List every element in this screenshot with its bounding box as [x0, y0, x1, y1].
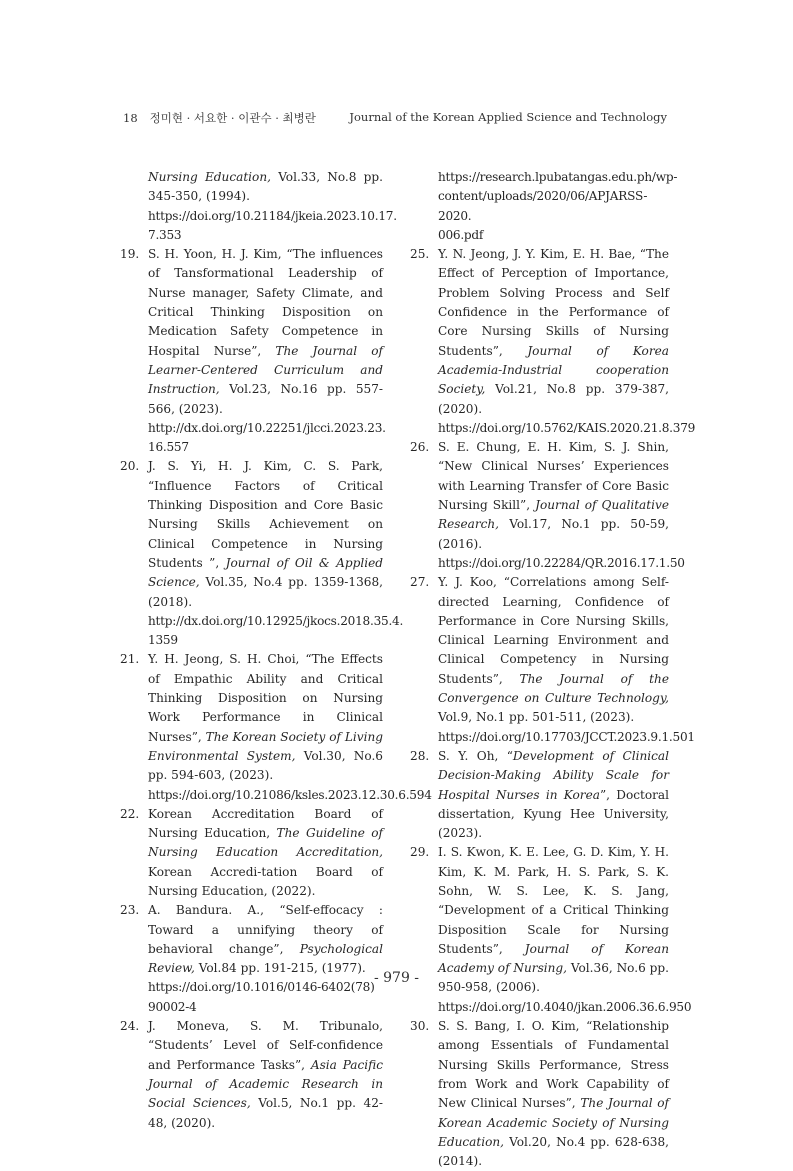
reference-doi-link-cont[interactable]: 1359: [148, 633, 178, 648]
header-page-number: 18: [123, 111, 138, 125]
reference-number: 27.: [410, 575, 430, 590]
reference-text: J. S. Yi, H. J. Kim, C. S. Park, “Influence Factors of Critical Thinking Disposition and Core Basic Nursing Skills Achievement on Clinical Competence in Nursing Students ”,: [148, 459, 383, 570]
reference-number: 24.: [120, 1019, 140, 1034]
reference-journal: The Journal of Learner-Centered Curriculum and Instruction,: [148, 343, 384, 397]
reference-doi-link-cont[interactable]: 90002-4: [148, 999, 197, 1014]
reference-details: Vol.23, No.16 pp. 557-566, (2023).: [148, 382, 383, 416]
header-journal-title: Journal of the Korean Applied Science and Technology: [349, 110, 667, 124]
reference-text: Y. H. Jeong, S. H. Choi, “The Effects of Empathic Ability and Critical Thinking Disposition on Nursing Work Performance in Clinical Nurses”,: [148, 652, 383, 744]
reference-continuation: [120, 168, 397, 245]
reference-url[interactable]: https://research.lpubatangas.edu.ph/wp-: [438, 170, 678, 184]
reference-details: Korean Accredi-tation Board of Nursing Education, (2022).: [148, 864, 383, 898]
reference-text: S. Y. Oh, “: [438, 748, 513, 763]
reference-details: Vol.17, No.1 pp. 50-59, (2016).: [438, 517, 669, 551]
reference-20: [120, 457, 404, 650]
reference-doi-link-cont[interactable]: 16.557: [148, 440, 189, 455]
reference-continuation: [410, 168, 678, 245]
reference-url-cont[interactable]: 006.pdf: [438, 227, 484, 242]
reference-doi-link[interactable]: https://doi.org/10.4040/jkan.2006.36.6.950: [438, 999, 692, 1014]
reference-30: [410, 1017, 669, 1171]
header-authors: 정미현 · 서요한 · 이관수 · 최병란: [149, 111, 316, 125]
reference-journal: Journal of Korean Academy of Nursing,: [438, 941, 669, 976]
reference-26: [410, 438, 685, 573]
reference-number: 21.: [120, 652, 140, 667]
reference-url-cont[interactable]: content/uploads/2020/06/APJARSS-2020.: [438, 189, 648, 223]
reference-journal: Psychological Review,: [148, 941, 383, 976]
reference-journal: Nursing Education,: [148, 170, 271, 184]
reference-number: 30.: [410, 1019, 430, 1034]
reference-journal: The Korean Society of Living Environmental System,: [148, 729, 383, 763]
reference-text: Korean Accreditation Board of Nursing Education,: [148, 806, 383, 841]
references-right-column: [410, 168, 696, 1171]
reference-number: 28.: [410, 748, 430, 763]
reference-text: J. Moneva, S. M. Tribunalo, “Students’ Level of Self-confidence and Performance Tasks”,: [148, 1019, 383, 1072]
reference-journal: Journal of Qualitative Research,: [438, 498, 669, 532]
reference-23: [120, 901, 383, 1017]
reference-doi-link[interactable]: https://doi.org/10.5762/KAIS.2020.21.8.379: [438, 420, 696, 435]
reference-text: S. S. Bang, I. O. Kim, “Relationship among Essentials of Fundamental Nursing Skills Performance, Stress from Work and Work Capability of New Clinical Nurses”,: [438, 1019, 669, 1111]
header-left: [123, 110, 316, 126]
reference-number: 23.: [120, 903, 140, 918]
reference-details: Vol.5, No.1 pp. 42-48, (2020).: [148, 1096, 383, 1130]
reference-text: S. H. Yoon, H. J. Kim, “The influences of Tansformational Leadership of Nurse manager, Safety Climate, and Critical Thinking Disposition on Medication Safety Competence in Hospital Nurse”,: [148, 247, 383, 358]
reference-number: 29.: [410, 845, 430, 860]
reference-number: 26.: [410, 440, 430, 455]
reference-journal: Journal of Korea Academia-Industrial cooperation Society,: [438, 343, 669, 397]
reference-details: Vol.84 pp. 191-215, (1977).: [194, 961, 366, 976]
reference-journal: The Guideline of Nursing Education Accreditation,: [148, 826, 383, 860]
reference-22: [120, 805, 383, 901]
reference-details: ”, Doctoral dissertation, Kyung Hee University, (2023).: [438, 787, 669, 841]
reference-title: Development of Clinical Decision-Making Ability Scale for Hospital Nurses in Korea: [438, 748, 669, 802]
reference-27: [410, 573, 695, 747]
reference-text: I. S. Kwon, K. E. Lee, G. D. Kim, Y. H. Kim, K. M. Park, H. S. Park, S. K. Sohn, W. S. Lee, K. S. Jang, “Development of a Critical Thinking Disposition Scale for Nursing Students”,: [438, 845, 669, 956]
reference-number: 20.: [120, 459, 140, 474]
reference-text: A. Bandura. A., “Self-effocacy : Toward a unnifying theory of behavioral change”,: [148, 903, 383, 956]
reference-number: 25.: [410, 247, 430, 262]
reference-journal: Journal of Oil & Applied Science,: [148, 555, 383, 590]
reference-number: 22.: [120, 806, 140, 821]
running-header: [123, 110, 667, 128]
reference-details: Vol.33, No.8 pp. 345-350, (1994).: [148, 170, 383, 204]
reference-details: Vol.21, No.8 pp. 379-387, (2020).: [438, 382, 669, 416]
reference-24: [120, 1017, 383, 1133]
reference-details: Vol.30, No.6 pp. 594-603, (2023).: [148, 748, 383, 783]
reference-19: [120, 245, 386, 457]
reference-journal: The Journal of the Convergence on Culture Technology,: [438, 671, 669, 706]
page-footer-number: - 979 -: [373, 970, 420, 986]
reference-journal: Asia Pacific Journal of Academic Research in Social Sciences,: [148, 1057, 383, 1111]
reference-doi-link[interactable]: https://doi.org/10.22284/QR.2016.17.1.50: [438, 555, 685, 570]
reference-doi-link[interactable]: http://dx.doi.org/10.22251/jlcci.2023.23.: [148, 420, 386, 435]
reference-25: [410, 245, 696, 438]
reference-doi-link[interactable]: https://doi.org/10.17703/JCCT.2023.9.1.501: [438, 729, 695, 744]
reference-doi-link[interactable]: https://doi.org/10.21086/ksles.2023.12.30.6.594: [148, 787, 432, 802]
reference-text: S. E. Chung, E. H. Kim, S. J. Shin, “New Clinical Nurses’ Experiences with Learning Transfer of Core Basic Nursing Skill”,: [438, 440, 669, 513]
reference-details: Vol.9, No.1 pp. 501-511, (2023).: [438, 710, 635, 725]
reference-details: Vol.36, No.6 pp. 950-958, (2006).: [438, 961, 669, 995]
reference-text: Y. N. Jeong, J. Y. Kim, E. H. Bae, “The Effect of Perception of Importance, Problem Solving Process and Self Confidence in the Performance of Core Nursing Skills of Nursing Students”,: [438, 247, 669, 358]
reference-journal: The Journal of Korean Academic Society of Nursing Education,: [438, 1096, 669, 1149]
reference-29: [410, 843, 692, 1017]
reference-28: [410, 747, 669, 843]
reference-doi-link[interactable]: https://doi.org/10.1016/0146-6402(78): [148, 980, 375, 995]
reference-details: Vol.35, No.4 pp. 1359-1368, (2018).: [148, 575, 383, 609]
reference-doi-link[interactable]: https://doi.org/10.21184/jkeia.2023.10.17.: [148, 208, 397, 223]
reference-number: 19.: [120, 247, 140, 262]
reference-text: Y. J. Koo, “Correlations among Self-directed Learning, Confidence of Performance in Core Nursing Skills, Clinical Learning Environment and Clinical Competency in Nursing Students”,: [438, 575, 669, 686]
reference-doi-link-cont[interactable]: 7.353: [148, 227, 182, 242]
reference-doi-link[interactable]: http://dx.doi.org/10.12925/jkocs.2018.35.4.: [148, 613, 404, 628]
reference-details: Vol.20, No.4 pp. 628-638, (2014).: [438, 1134, 669, 1169]
